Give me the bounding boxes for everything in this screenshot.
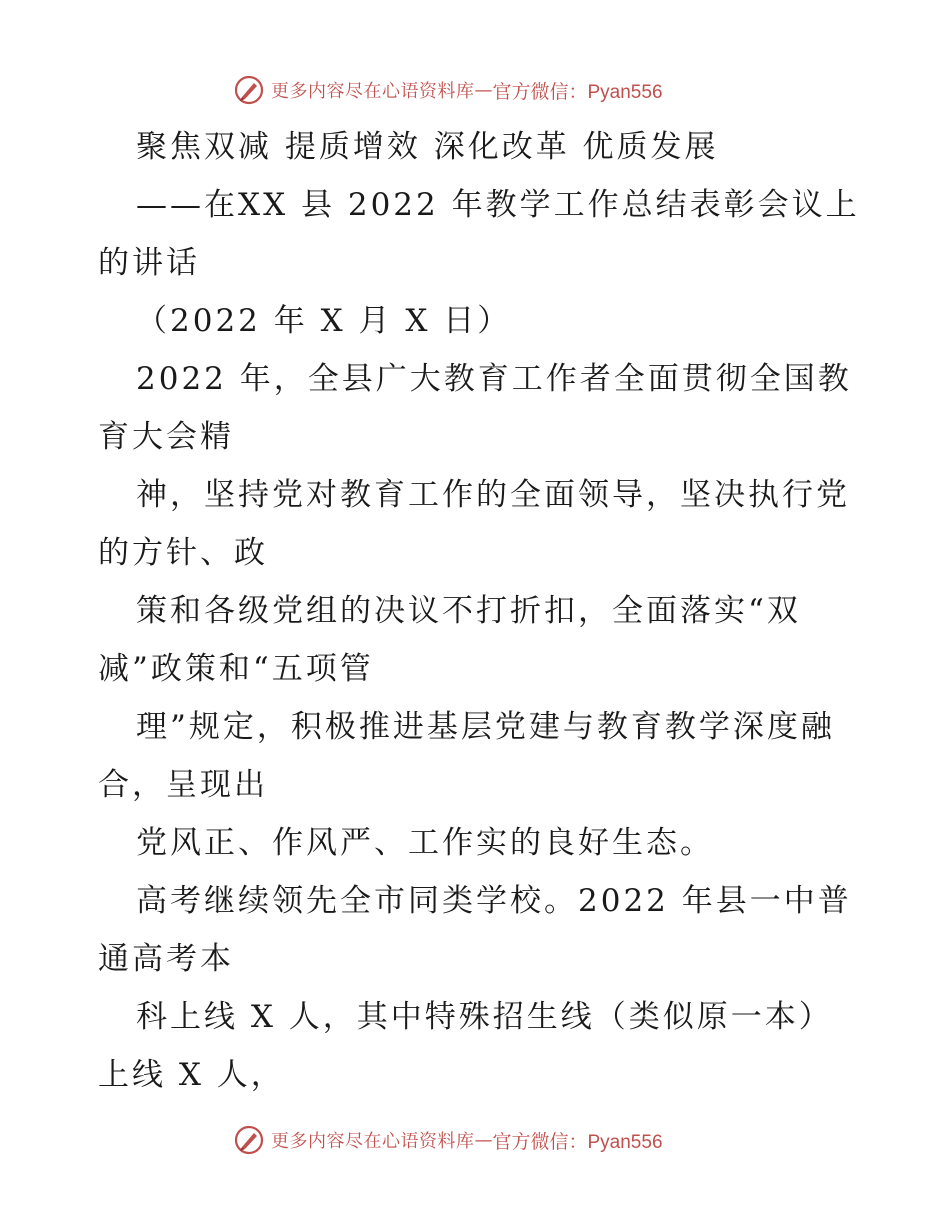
- document-title: 聚焦双减 提质增效 深化改革 优质发展: [136, 129, 719, 165]
- pen-logo-icon: [233, 74, 265, 106]
- paragraph-line: 通高考本: [98, 941, 234, 977]
- document-subtitle: ——在XX 县 2022 年教学工作总结表彰会议上: [136, 187, 860, 223]
- document-subtitle-continued: 的讲话: [98, 245, 200, 281]
- pen-logo-icon: [233, 1124, 265, 1156]
- header-watermark: [233, 73, 663, 107]
- paragraph-line: 的方针、政: [98, 535, 268, 571]
- watermark-text: 更多内容尽在心语资料库: [271, 81, 475, 102]
- watermark-separator: —: [474, 1129, 493, 1151]
- paragraph-line: 高考继续领先全市同类学校。2022 年县一中普: [136, 883, 852, 919]
- paragraph-line: 科上线 X 人，其中特殊招生线（类似原一本）: [136, 999, 833, 1035]
- paragraph-line: 育大会精: [98, 419, 234, 455]
- paragraph-line: 党风正、作风严、工作实的良好生态。: [136, 825, 714, 861]
- paragraph-line: 合，呈现出: [98, 767, 268, 803]
- paragraph-line: 理”规定，积极推进基层党建与教育教学深度融: [136, 709, 835, 745]
- paragraph-line: 策和各级党组的决议不打折扣，全面落实“双: [136, 593, 801, 629]
- paragraph-line: 神，坚持党对教育工作的全面领导，坚决执行党: [136, 477, 850, 513]
- watermark-separator: —: [474, 79, 493, 101]
- watermark-text: 更多内容尽在心语资料库: [271, 1131, 475, 1152]
- watermark-wechat: 官方微信：Pyan556: [492, 81, 663, 103]
- paragraph-line: 减”政策和“五项管: [98, 651, 374, 687]
- footer-watermark: [233, 1123, 663, 1157]
- paragraph-line: 上线 X 人，: [98, 1057, 285, 1093]
- document-date: （2022 年 X 月 X 日）: [136, 303, 512, 339]
- paragraph-line: 2022 年，全县广大教育工作者全面贯彻全国教: [136, 361, 852, 397]
- watermark-wechat: 官方微信：Pyan556: [492, 1131, 663, 1153]
